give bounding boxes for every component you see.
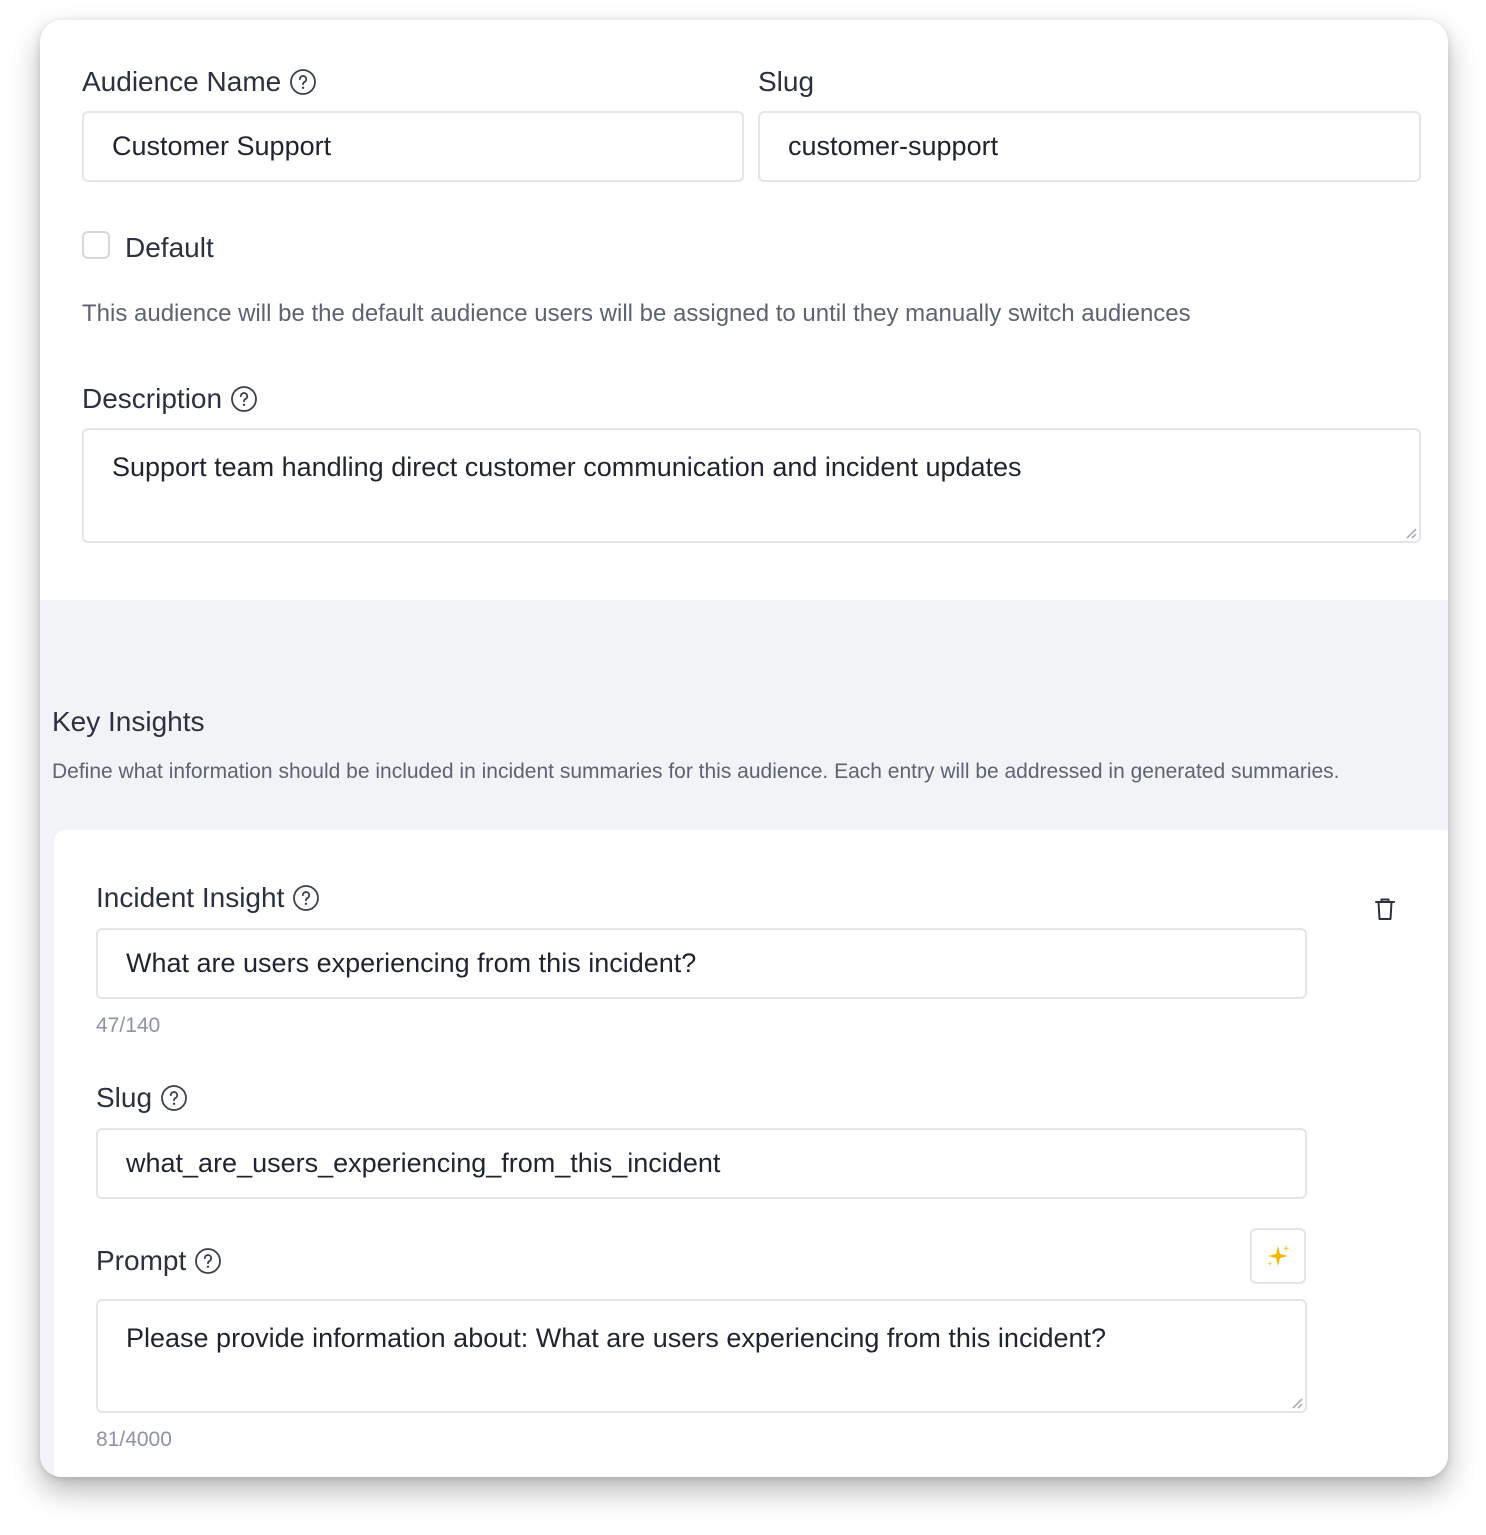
audience-slug-label-row <box>758 66 814 98</box>
key-insights-subtitle: Define what information should be included in incident summaries for this audience. Each entry will be addressed in generated summaries. <box>52 760 1340 783</box>
prompt-textarea[interactable] <box>96 1299 1307 1413</box>
delete-insight-button[interactable] <box>1370 894 1400 924</box>
ai-generate-prompt-button[interactable] <box>1250 1228 1306 1284</box>
key-insights-title: Key Insights <box>52 706 205 737</box>
help-circle-icon[interactable] <box>289 68 317 96</box>
default-checkbox[interactable] <box>82 231 110 259</box>
description-label-row <box>82 383 258 415</box>
description-textarea[interactable] <box>82 428 1421 543</box>
audience-form-card <box>40 20 1448 1477</box>
help-circle-icon[interactable] <box>194 1247 222 1275</box>
audience-name-label-row <box>82 66 317 98</box>
audience-name-label: Audience Name <box>82 66 282 97</box>
audience-slug-label: Slug <box>758 66 815 97</box>
prompt-char-counter: 81/4000 <box>96 1428 172 1451</box>
incident-insight-label-row <box>96 882 320 914</box>
resize-handle-icon[interactable] <box>1403 525 1417 539</box>
incident-insight-label: Incident Insight <box>96 882 285 913</box>
description-label: Description <box>82 383 223 414</box>
help-circle-icon[interactable] <box>160 1084 188 1112</box>
prompt-label-row <box>96 1245 222 1277</box>
default-hint: This audience will be the default audience users will be assigned to until they manually switch audiences <box>82 300 1191 327</box>
insight-slug-label-row <box>96 1082 188 1114</box>
prompt-value: Please provide information about: What are users experiencing from this incident? <box>126 1323 1107 1353</box>
help-circle-icon[interactable] <box>292 884 320 912</box>
sparkles-icon <box>1264 1242 1292 1270</box>
audience-name-input[interactable]: Customer Support <box>82 111 744 182</box>
audience-slug-input[interactable]: customer-support <box>758 111 1421 182</box>
resize-handle-icon[interactable] <box>1289 1395 1303 1409</box>
prompt-label: Prompt <box>96 1245 187 1276</box>
description-value: Support team handling direct customer communication and incident updates <box>112 452 1022 482</box>
default-label: Default <box>125 232 214 263</box>
incident-insight-input[interactable]: What are users experiencing from this incident? <box>96 928 1307 999</box>
insight-slug-label: Slug <box>96 1082 153 1113</box>
insight-char-counter: 47/140 <box>96 1014 161 1037</box>
help-circle-icon[interactable] <box>230 385 258 413</box>
trash-icon <box>1370 894 1400 924</box>
insight-slug-input[interactable]: what_are_users_experiencing_from_this_incident <box>96 1128 1307 1199</box>
